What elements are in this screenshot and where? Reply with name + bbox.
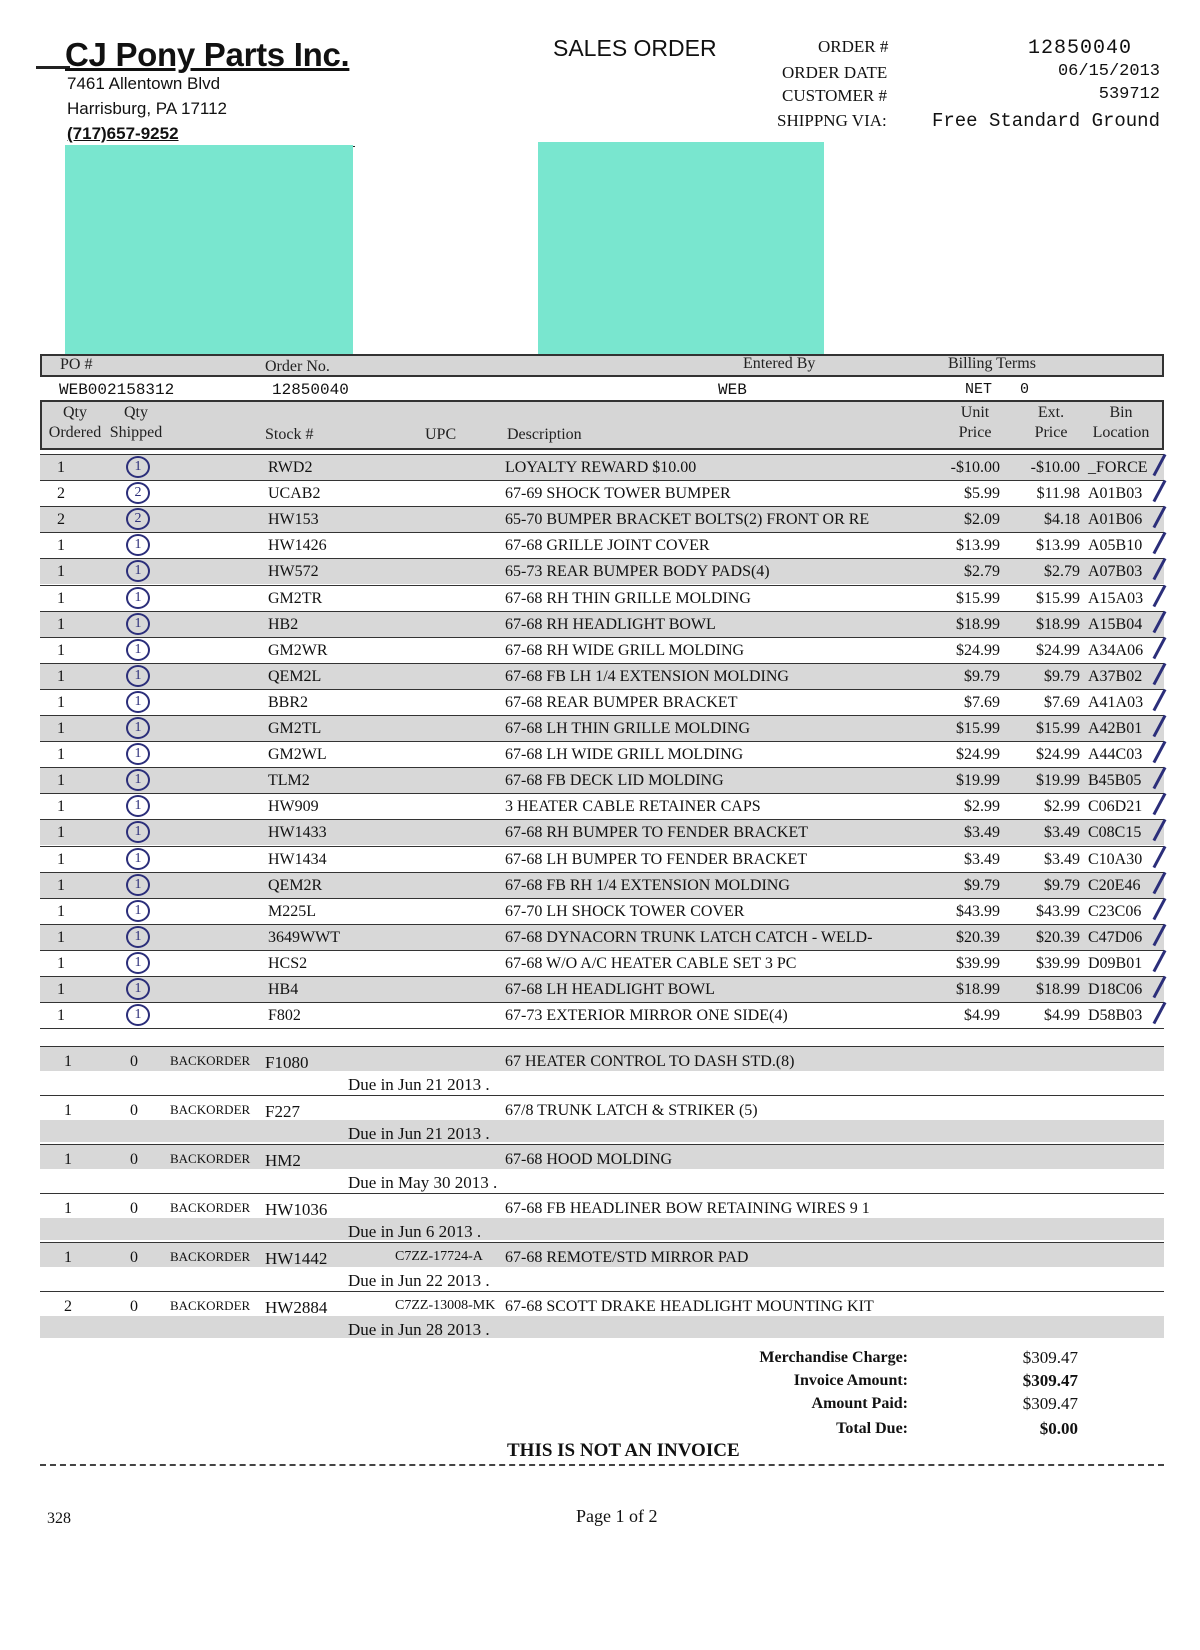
page-number: Page 1 of 2 xyxy=(576,1506,658,1526)
bin-location: A01B06 xyxy=(1088,511,1143,529)
item-description: 67-68 FB HEADLINER BOW RETAINING WIRES 9 1 xyxy=(505,1200,870,1217)
total-due-value: $0.00 xyxy=(1039,1419,1078,1438)
checkmark-icon xyxy=(1153,454,1167,477)
item-description: 67-68 FB DECK LID MOLDING xyxy=(505,772,724,790)
order-no-col-value: 12850040 xyxy=(272,381,349,399)
col-qty-shipped: Qty Shipped xyxy=(109,404,163,441)
stock-number: GM2WL xyxy=(268,746,327,764)
document-title: SALES ORDER xyxy=(553,35,717,61)
col-bin-location: Bin Location xyxy=(1092,404,1150,441)
qty-shipped: 0 xyxy=(130,1053,138,1070)
qty-shipped-handwritten: 1 xyxy=(126,717,150,739)
ext-price: $18.99 xyxy=(1036,615,1080,633)
checkmark-icon xyxy=(1153,793,1167,816)
qty-ordered: 1 xyxy=(57,902,65,920)
stock-number: HB4 xyxy=(268,981,299,998)
backorder-row xyxy=(40,1291,1164,1337)
qty-shipped-handwritten: 1 xyxy=(126,1004,150,1026)
col-unit-price: Unit Price xyxy=(958,404,992,441)
item-description: 67/8 TRUNK LATCH & STRIKER (5) xyxy=(505,1102,758,1119)
row-shade xyxy=(40,1218,1164,1240)
row-shade xyxy=(40,1316,1164,1338)
ext-price: $20.39 xyxy=(1036,928,1080,946)
table-row xyxy=(40,976,1164,1002)
dashed-divider xyxy=(40,1464,1164,1466)
not-invoice-notice: THIS IS NOT AN INVOICE xyxy=(507,1440,740,1461)
checkmark-icon xyxy=(1153,871,1167,894)
item-description: 67-68 LH THIN GRILLE MOLDING xyxy=(505,720,750,737)
checkmark-icon xyxy=(1153,976,1167,999)
unit-price: $24.99 xyxy=(956,641,1000,659)
order-date-label: ORDER DATE xyxy=(782,63,888,82)
qty-shipped-handwritten: 1 xyxy=(126,821,150,843)
bin-location: A37B02 xyxy=(1088,667,1143,685)
bin-location: C10A30 xyxy=(1088,850,1143,868)
col-ext-price: Ext. Price xyxy=(1034,404,1068,441)
stock-number: HW1442 xyxy=(265,1249,328,1268)
unit-price: $15.99 xyxy=(956,720,1000,737)
item-description: 67 HEATER CONTROL TO DASH STD.(8) xyxy=(505,1053,795,1070)
unit-price: -$10.00 xyxy=(950,459,1000,476)
item-description: 67-68 DYNACORN TRUNK LATCH CATCH - WELD- xyxy=(505,928,873,946)
qty-shipped-handwritten: 1 xyxy=(126,560,150,582)
stock-number: HW572 xyxy=(268,563,319,581)
unit-price: $2.79 xyxy=(964,563,1000,581)
backorder-row xyxy=(40,1095,1164,1141)
item-description: 67-68 FB LH 1/4 EXTENSION MOLDING xyxy=(505,667,789,685)
checkmark-icon xyxy=(1153,1002,1167,1025)
backorder-row xyxy=(40,1193,1164,1239)
table-row xyxy=(40,558,1164,584)
item-description: 65-70 BUMPER BRACKET BOLTS(2) FRONT OR RE xyxy=(505,511,870,529)
backorder-tag: BACKORDER xyxy=(170,1298,251,1313)
qty-ordered: 1 xyxy=(57,798,65,816)
order-no-value: 12850040 xyxy=(1027,37,1132,60)
ship-via-label: SHIPPNG VIA: xyxy=(777,111,887,130)
bin-location: D09B01 xyxy=(1088,954,1143,972)
item-description: 67-69 SHOCK TOWER BUMPER xyxy=(505,485,731,503)
stock-number: HCS2 xyxy=(268,954,308,972)
entered-by-label: Entered By xyxy=(743,355,816,372)
table-row xyxy=(40,846,1164,872)
customer-value: 539712 xyxy=(1098,85,1160,104)
qty-ordered: 2 xyxy=(57,511,65,529)
unit-price: $39.99 xyxy=(956,954,1000,972)
billing-terms-days: 0 xyxy=(1020,381,1030,398)
backorder-tag: BACKORDER xyxy=(170,1200,251,1215)
due-date: Due in May 30 2013 . xyxy=(348,1173,498,1192)
item-description: 67-68 REMOTE/STD MIRROR PAD xyxy=(505,1249,749,1266)
checkmark-icon xyxy=(1153,741,1167,764)
backorder-row xyxy=(40,1144,1164,1190)
ext-price: $15.99 xyxy=(1036,589,1080,607)
order-no-label: ORDER # xyxy=(818,37,889,56)
ship-via-value: Free Standard Ground xyxy=(931,110,1160,132)
bin-location: C23C06 xyxy=(1088,902,1142,920)
item-description: 65-73 REAR BUMPER BODY PADS(4) xyxy=(505,563,770,581)
bin-location: A41A03 xyxy=(1088,693,1144,711)
qty-ordered: 1 xyxy=(57,981,65,998)
table-row xyxy=(40,1002,1164,1028)
stock-number: GM2TL xyxy=(268,720,322,737)
stock-number: GM2WR xyxy=(268,641,328,659)
checkmark-icon xyxy=(1153,897,1167,920)
checkmark-icon xyxy=(1153,558,1167,581)
po-value: WEB002158312 xyxy=(59,381,175,399)
table-row xyxy=(40,611,1164,637)
due-date: Due in Jun 6 2013 . xyxy=(348,1222,482,1241)
checkmark-icon xyxy=(1153,584,1167,607)
item-description: 67-73 EXTERIOR MIRROR ONE SIDE(4) xyxy=(505,1007,788,1025)
ext-price: $4.99 xyxy=(1044,1007,1080,1025)
unit-price: $2.99 xyxy=(964,798,1000,816)
qty-ordered: 1 xyxy=(57,850,65,868)
qty-ordered: 1 xyxy=(57,563,65,581)
qty-shipped: 0 xyxy=(130,1249,138,1266)
unit-price: $9.79 xyxy=(964,876,1000,894)
qty-ordered: 1 xyxy=(57,693,65,711)
ext-price: $9.79 xyxy=(1044,876,1080,894)
order-date-value: 06/15/2013 xyxy=(1057,62,1160,81)
bin-location: D18C06 xyxy=(1088,981,1143,998)
ext-price: $11.98 xyxy=(1036,485,1080,503)
company-city: Harrisburg, PA 17112 xyxy=(67,99,228,118)
qty-shipped-handwritten: 1 xyxy=(126,874,150,896)
bin-location: A07B03 xyxy=(1088,563,1143,581)
stock-number: HW2884 xyxy=(265,1298,328,1317)
checkmark-icon xyxy=(1153,662,1167,685)
table-row xyxy=(40,767,1164,793)
unit-price: $7.69 xyxy=(964,693,1000,711)
item-description: 67-68 RH BUMPER TO FENDER BRACKET xyxy=(505,824,808,842)
stock-number: F1080 xyxy=(265,1053,309,1072)
table-row xyxy=(40,898,1164,924)
qty-ordered: 1 xyxy=(57,954,65,972)
backorder-tag: BACKORDER xyxy=(170,1053,251,1068)
backorder-row xyxy=(40,1242,1164,1288)
checkmark-icon xyxy=(1153,636,1167,659)
item-description: 67-68 GRILLE JOINT COVER xyxy=(505,537,710,555)
checkmark-icon xyxy=(1153,610,1167,633)
invoice-amount-label: Invoice Amount: xyxy=(793,1372,908,1389)
qty-ordered: 1 xyxy=(57,667,65,685)
checkmark-icon xyxy=(1153,480,1167,503)
qty-shipped-handwritten: 1 xyxy=(126,639,150,661)
checkmark-icon xyxy=(1153,845,1167,868)
ext-price: $9.79 xyxy=(1044,667,1080,685)
table-row xyxy=(40,585,1164,611)
unit-price: $20.39 xyxy=(956,928,1000,946)
unit-price: $3.49 xyxy=(964,850,1000,868)
qty-shipped: 0 xyxy=(130,1200,138,1217)
item-description: 67-68 LH WIDE GRILL MOLDING xyxy=(505,746,744,764)
bin-location: D58B03 xyxy=(1088,1007,1143,1025)
qty-ordered: 1 xyxy=(57,876,65,894)
stock-number: HW1426 xyxy=(268,537,327,555)
bin-location: A05B10 xyxy=(1088,537,1143,555)
col-stock: Stock # xyxy=(265,426,314,443)
qty-shipped-handwritten: 1 xyxy=(126,743,150,765)
qty-ordered: 1 xyxy=(57,720,65,737)
stock-number: HW1434 xyxy=(268,850,327,868)
stock-number: TLM2 xyxy=(268,772,310,790)
billing-terms-label: Billing Terms xyxy=(948,355,1036,372)
qty-shipped-handwritten: 1 xyxy=(126,978,150,1000)
item-description: 67-68 LH BUMPER TO FENDER BRACKET xyxy=(505,850,808,868)
backorder-row xyxy=(40,1046,1164,1092)
bin-location: B45B05 xyxy=(1088,772,1142,790)
document-code: 328 xyxy=(47,1510,71,1527)
upc-code: C7ZZ-17724-A xyxy=(395,1249,483,1264)
table-row xyxy=(40,454,1164,480)
upc-code: C7ZZ-13008-MK xyxy=(395,1298,496,1313)
qty-ordered: 1 xyxy=(57,615,65,633)
bin-location: _FORCE xyxy=(1088,459,1148,476)
table-row xyxy=(40,637,1164,663)
qty-ordered: 1 xyxy=(57,537,65,555)
row-shade xyxy=(40,1120,1164,1142)
item-description: 67-68 RH THIN GRILLE MOLDING xyxy=(505,589,751,607)
bin-location: C08C15 xyxy=(1088,824,1142,842)
item-description: 67-68 REAR BUMPER BRACKET xyxy=(505,693,738,711)
bin-location: C47D06 xyxy=(1088,928,1143,946)
qty-shipped-handwritten: 1 xyxy=(126,534,150,556)
stock-number: HM2 xyxy=(265,1151,301,1170)
item-description: 67-68 HOOD MOLDING xyxy=(505,1151,673,1168)
table-row xyxy=(40,480,1164,506)
ext-price: $2.79 xyxy=(1044,563,1080,581)
col-upc: UPC xyxy=(425,426,457,443)
qty-shipped-handwritten: 1 xyxy=(126,456,150,478)
ext-price: $24.99 xyxy=(1036,641,1080,659)
stock-number: HW909 xyxy=(268,798,319,816)
checkmark-icon xyxy=(1153,506,1167,529)
table-row xyxy=(40,663,1164,689)
bin-location: A15A03 xyxy=(1088,589,1144,607)
table-row xyxy=(40,819,1164,845)
stock-number: F802 xyxy=(268,1007,301,1025)
stock-number: HW1036 xyxy=(265,1200,328,1219)
bin-location: C06D21 xyxy=(1088,798,1143,816)
checkmark-icon xyxy=(1153,819,1167,842)
qty-ordered: 1 xyxy=(64,1151,72,1168)
checkmark-icon xyxy=(1153,767,1167,790)
stock-number: QEM2L xyxy=(268,667,322,685)
unit-price: $13.99 xyxy=(956,537,1000,555)
ext-price: $24.99 xyxy=(1036,746,1080,764)
checkmark-icon xyxy=(1153,532,1167,555)
item-description: 67-68 LH HEADLIGHT BOWL xyxy=(505,981,715,998)
ext-price: -$10.00 xyxy=(1030,459,1080,476)
bin-location: A44C03 xyxy=(1088,746,1143,764)
unit-price: $5.99 xyxy=(964,485,1000,503)
ext-price: $3.49 xyxy=(1044,824,1080,842)
qty-ordered: 1 xyxy=(57,459,65,476)
qty-ordered: 1 xyxy=(57,824,65,842)
checkmark-icon xyxy=(1153,923,1167,946)
company-street: 7461 Allentown Blvd xyxy=(67,74,221,93)
entered-by-value: WEB xyxy=(718,381,747,399)
checkmark-icon xyxy=(1153,689,1167,712)
checkmark-icon xyxy=(1153,715,1167,738)
item-description: 67-68 RH WIDE GRILL MOLDING xyxy=(505,641,745,659)
merch-charge-label: Merchandise Charge: xyxy=(759,1349,908,1366)
table-row xyxy=(40,950,1164,976)
qty-shipped-handwritten: 1 xyxy=(126,769,150,791)
divider xyxy=(40,1028,1164,1029)
backorder-tag: BACKORDER xyxy=(170,1249,251,1264)
ext-price: $18.99 xyxy=(1036,981,1080,998)
qty-shipped-handwritten: 1 xyxy=(126,900,150,922)
qty-shipped-handwritten: 1 xyxy=(126,952,150,974)
unit-price: $19.99 xyxy=(956,772,1000,790)
stock-number: BBR2 xyxy=(268,693,309,711)
stock-number: HW153 xyxy=(268,511,319,529)
qty-shipped-handwritten: 2 xyxy=(126,508,150,530)
table-row xyxy=(40,532,1164,558)
stock-number: 3649WWT xyxy=(268,928,340,946)
stock-number: M225L xyxy=(268,902,316,920)
qty-shipped-handwritten: 2 xyxy=(126,482,150,504)
merch-charge-value: $309.47 xyxy=(1022,1348,1078,1367)
qty-shipped: 0 xyxy=(130,1151,138,1168)
backorder-tag: BACKORDER xyxy=(170,1151,251,1166)
table-row xyxy=(40,506,1164,532)
qty-ordered: 1 xyxy=(64,1102,72,1119)
ext-price: $2.99 xyxy=(1044,798,1080,816)
customer-label: CUSTOMER # xyxy=(782,86,888,105)
qty-ordered: 1 xyxy=(64,1200,72,1217)
item-description: LOYALTY REWARD $10.00 xyxy=(505,459,697,476)
qty-shipped-handwritten: 1 xyxy=(126,691,150,713)
qty-shipped-handwritten: 1 xyxy=(126,613,150,635)
unit-price: $4.99 xyxy=(964,1007,1000,1025)
qty-ordered: 1 xyxy=(57,1007,65,1025)
stock-number: RWD2 xyxy=(268,459,313,476)
billing-terms-value: NET xyxy=(965,381,993,398)
bin-location: A34A06 xyxy=(1088,641,1144,659)
due-date: Due in Jun 28 2013 . xyxy=(348,1320,490,1339)
bin-location: A15B04 xyxy=(1088,615,1143,633)
stock-number: HB2 xyxy=(268,615,299,633)
bin-location: A01B03 xyxy=(1088,485,1143,503)
backorder-tag: BACKORDER xyxy=(170,1102,251,1117)
item-description: 3 HEATER CABLE RETAINER CAPS xyxy=(505,798,761,816)
order-no-col-label: Order No. xyxy=(265,358,330,375)
qty-ordered: 2 xyxy=(57,485,65,503)
unit-price: $2.09 xyxy=(964,511,1000,529)
qty-ordered: 1 xyxy=(57,589,65,607)
invoice-amount-value: $309.47 xyxy=(1022,1371,1078,1390)
table-row xyxy=(40,689,1164,715)
col-description: Description xyxy=(507,426,582,443)
qty-shipped-handwritten: 1 xyxy=(126,848,150,870)
qty-shipped: 0 xyxy=(130,1102,138,1119)
qty-shipped-handwritten: 1 xyxy=(126,795,150,817)
ext-price: $4.18 xyxy=(1044,511,1080,529)
amount-paid-label: Amount Paid: xyxy=(811,1395,908,1412)
item-description: 67-68 SCOTT DRAKE HEADLIGHT MOUNTING KIT xyxy=(505,1298,874,1315)
company-phone: (717)657-9252 xyxy=(67,124,179,143)
po-label: PO # xyxy=(60,356,93,373)
ext-price: $19.99 xyxy=(1036,772,1080,790)
stock-number: GM2TR xyxy=(268,589,323,607)
table-row xyxy=(40,715,1164,741)
qty-shipped-handwritten: 1 xyxy=(126,665,150,687)
qty-ordered: 1 xyxy=(57,928,65,946)
due-date: Due in Jun 21 2013 . xyxy=(348,1124,490,1143)
company-name: CJ Pony Parts Inc. xyxy=(65,36,350,73)
item-description: 67-70 LH SHOCK TOWER COVER xyxy=(505,902,745,920)
ext-price: $13.99 xyxy=(1036,537,1080,555)
stock-number: UCAB2 xyxy=(268,485,321,503)
redacted-ship-to xyxy=(538,142,824,355)
qty-shipped-handwritten: 1 xyxy=(126,926,150,948)
item-description: 67-68 W/O A/C HEATER CABLE SET 3 PC xyxy=(505,954,797,972)
due-date: Due in Jun 21 2013 . xyxy=(348,1075,490,1094)
stock-number: QEM2R xyxy=(268,876,323,894)
qty-ordered: 2 xyxy=(64,1298,72,1315)
total-due-label: Total Due: xyxy=(836,1420,908,1437)
ext-price: $15.99 xyxy=(1036,720,1080,737)
redacted-bill-to xyxy=(65,145,353,355)
item-description: 67-68 FB RH 1/4 EXTENSION MOLDING xyxy=(505,876,790,894)
unit-price: $3.49 xyxy=(964,824,1000,842)
ext-price: $3.49 xyxy=(1044,850,1080,868)
stock-number: HW1433 xyxy=(268,824,327,842)
unit-price: $18.99 xyxy=(956,981,1000,998)
unit-price: $24.99 xyxy=(956,746,1000,764)
qty-shipped: 0 xyxy=(130,1298,138,1315)
qty-ordered: 1 xyxy=(64,1249,72,1266)
qty-ordered: 1 xyxy=(57,746,65,764)
stock-number: F227 xyxy=(265,1102,300,1121)
table-row xyxy=(40,793,1164,819)
item-description: 67-68 RH HEADLIGHT BOWL xyxy=(505,615,716,633)
qty-ordered: 1 xyxy=(57,641,65,659)
qty-ordered: 1 xyxy=(64,1053,72,1070)
table-row xyxy=(40,872,1164,898)
qty-shipped-handwritten: 1 xyxy=(126,587,150,609)
qty-ordered: 1 xyxy=(57,772,65,790)
ext-price: $7.69 xyxy=(1044,693,1080,711)
ext-price: $43.99 xyxy=(1036,902,1080,920)
unit-price: $18.99 xyxy=(956,615,1000,633)
table-row xyxy=(40,924,1164,950)
bin-location: C20E46 xyxy=(1088,876,1141,894)
checkmark-icon xyxy=(1153,950,1167,973)
table-row xyxy=(40,741,1164,767)
unit-price: $43.99 xyxy=(956,902,1000,920)
ext-price: $39.99 xyxy=(1036,954,1080,972)
unit-price: $15.99 xyxy=(956,589,1000,607)
amount-paid-value: $309.47 xyxy=(1022,1394,1078,1413)
due-date: Due in Jun 22 2013 . xyxy=(348,1271,490,1290)
bin-location: A42B01 xyxy=(1088,720,1143,737)
unit-price: $9.79 xyxy=(964,667,1000,685)
col-qty-ordered: Qty Ordered xyxy=(48,404,102,441)
